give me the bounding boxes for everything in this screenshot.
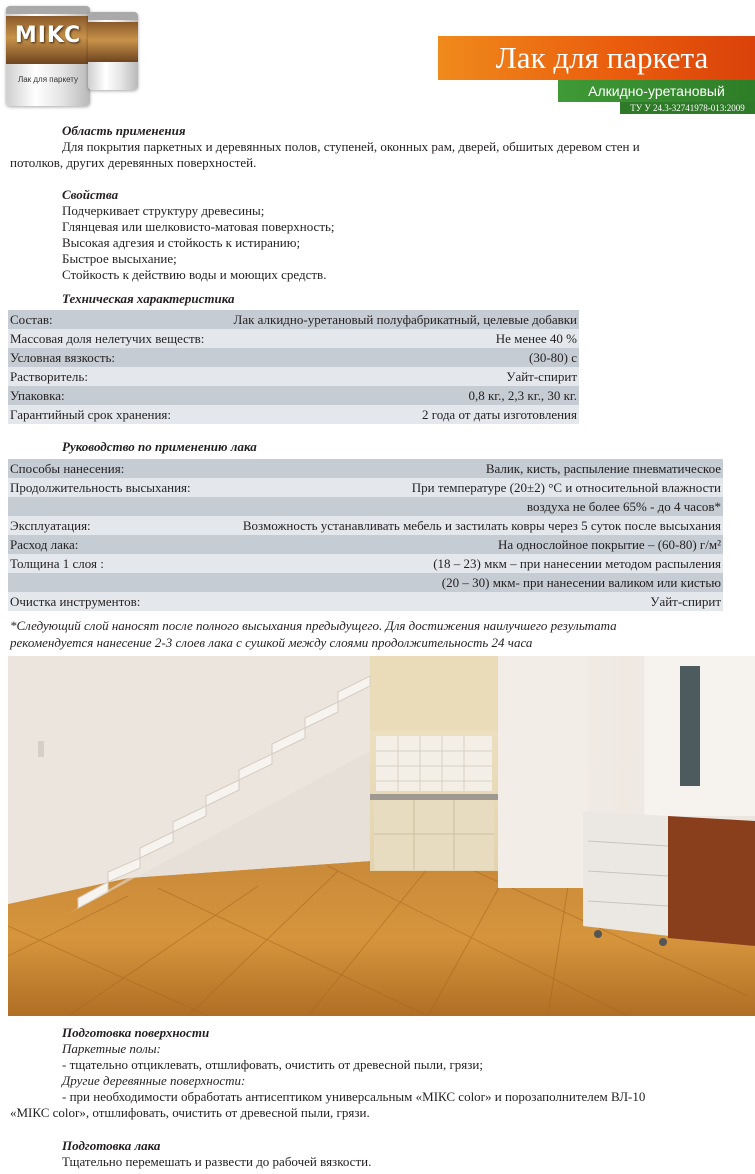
tech-heading: Техническая характеристика (62, 291, 235, 306)
guide-heading: Руководство по применению лака (62, 439, 257, 454)
row-value: Уайт-спирит (506, 368, 577, 384)
surface-prep-text-2a: - при необходимости обработать антисептиком универсальным «МІКС color» и порозаполнителем ВЛ-10 (62, 1089, 646, 1104)
can-label: Лак для паркету (17, 75, 79, 84)
property-item: Быстрое высыхание; (62, 251, 177, 266)
varnish-prep-text: Тщательно перемешать и развести до рабочей вязкости. (62, 1154, 372, 1169)
interior-photo (8, 656, 755, 1016)
row-value: Возможность устанавливать мебель и застилать ковры через 5 суток после высыхания (242, 517, 721, 533)
row-label: Расход лака: (10, 536, 79, 552)
table-row (8, 535, 723, 554)
row-label: Очистка инструментов: (10, 593, 141, 609)
guide-table (8, 459, 723, 611)
row-value: Валик, кисть, распыление пневматическое (485, 460, 721, 476)
property-item: Стойкость к действию воды и моющих средств. (62, 267, 327, 282)
row-value: (18 – 23) мкм – при нанесении методом распыления (433, 555, 721, 571)
application-line-2: потолков, других деревянных поверхностей. (10, 155, 257, 170)
product-cans-image (0, 0, 145, 110)
product-subtitle: Алкидно-уретановый (588, 83, 725, 99)
tech-table (8, 310, 579, 424)
row-label: Гарантийный срок хранения: (10, 406, 172, 422)
row-label: Массовая доля нелетучих веществ: (10, 330, 205, 346)
row-label: Упаковка: (10, 387, 65, 403)
row-label: Состав: (10, 311, 53, 327)
can-front (6, 6, 90, 106)
can-back (88, 12, 138, 90)
table-row (8, 459, 723, 478)
row-value: (30-80) с (528, 349, 577, 365)
properties-heading: Свойства (62, 187, 119, 202)
property-item: Подчеркивает структуру древесины; (62, 203, 265, 218)
table-row (8, 478, 723, 497)
application-heading: Область применения (62, 123, 186, 138)
table-row (8, 367, 579, 386)
row-value: воздуха не более 65% - до 4 часов* (526, 498, 721, 514)
footnote-line-2: рекомендуется нанесение 2-3 слоев лака с сушкой между слоями продолжительность 24 часа (10, 635, 533, 650)
row-label (8, 497, 206, 516)
footnote-line-1: *Следующий слой наносят после полного высыхания предыдущего. Для достижения наилучшего результата (10, 618, 617, 633)
interior-photo-drawing (8, 656, 755, 1016)
row-label: Растворитель: (10, 368, 88, 384)
surface-prep-sub-1: Паркетные полы: (62, 1041, 161, 1056)
surface-prep-heading: Подготовка поверхности (62, 1025, 210, 1040)
standard-code: ТУ У 24.3-32741978-013:2009 (630, 103, 745, 113)
can-brand: MIKC (14, 23, 82, 48)
surface-prep-sub-2: Другие деревянные поверхности: (62, 1073, 246, 1088)
table-row (8, 592, 723, 611)
application-line-1: Для покрытия паркетных и деревянных полов, ступеней, оконных рам, дверей, обшитых деревом стен и (62, 139, 640, 154)
table-row (8, 497, 723, 516)
table-row (8, 329, 579, 348)
row-label: Эксплуатация: (10, 517, 91, 533)
table-row (8, 554, 723, 573)
row-label: Продолжительность высыхания: (10, 479, 191, 495)
row-value: 2 года от даты изготовления (421, 406, 577, 422)
property-item: Высокая адгезия и стойкость к истиранию; (62, 235, 301, 250)
row-value: (20 – 30) мкм- при нанесении валиком или кистью (441, 574, 721, 590)
surface-prep-text-2b: «МІКС color», отшлифовать, очистить от древесной пыли, грязи. (10, 1105, 370, 1120)
row-value: При температуре (20±2) °С и относительной влажности (411, 479, 721, 495)
row-value: На однослойное покрытие – (60-80) г/м² (498, 536, 721, 552)
row-label: Толщина 1 слоя : (10, 555, 104, 571)
row-value: 0,8 кг., 2,3 кг., 30 кг. (468, 387, 577, 403)
table-row (8, 405, 579, 424)
table-row (8, 310, 579, 329)
row-value: Не менее 40 % (495, 330, 577, 346)
varnish-prep-heading: Подготовка лака (62, 1138, 161, 1153)
property-item: Глянцевая или шелковисто-матовая поверхность; (62, 219, 335, 234)
table-row (8, 516, 723, 535)
table-row (8, 573, 723, 592)
row-value: Лак алкидно-уретановый полуфабрикатный, целевые добавки (233, 311, 577, 327)
table-row (8, 348, 579, 367)
row-label (8, 573, 206, 592)
surface-prep-text-1: - тщательно отциклевать, отшлифовать, очистить от древесной пыли, грязи; (62, 1057, 483, 1072)
product-title: Лак для паркета (495, 40, 709, 75)
row-label: Условная вязкость: (10, 349, 116, 365)
row-label: Способы нанесения: (10, 460, 125, 476)
table-row (8, 386, 579, 405)
row-value: Уайт-спирит (650, 593, 721, 609)
